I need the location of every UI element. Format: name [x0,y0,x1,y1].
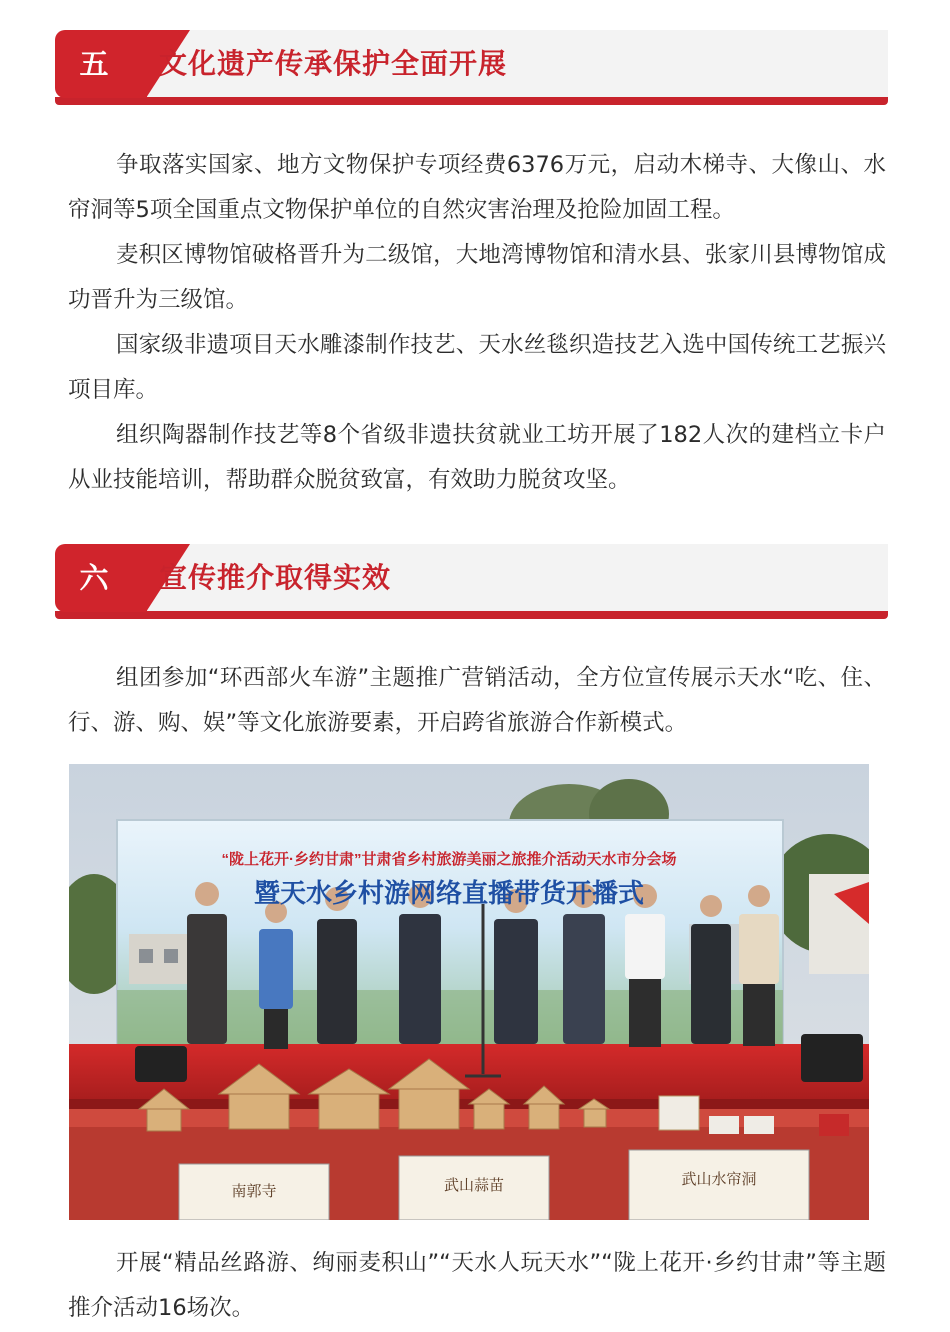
section-6-title: 宣传推介取得实效 [159,561,392,594]
section-6-paragraph-2: 开展“精品丝路游、绚丽麦积山”“天水人玩天水”“陇上花开·乡约甘肃”等主题推介活动16场次。 [68,1250,886,1321]
display-label-wushan-shuiliandong: 武山水帘洞 [681,1172,757,1188]
section-header-underline [55,611,888,619]
section-5-title: 文化遗产传承保护全面开展 [159,47,508,80]
display-label-wushan-suanmiao: 武山蒜苗 [443,1178,505,1194]
section-6-header [55,544,888,619]
section-5-paragraph-4: 组织陶器制作技艺等8个省级非遗扶贫就业工坊开展了182人次的建档立卡户从业技能培训，帮助群众脱贫致富，有效助力脱贫攻坚。 [68,422,886,493]
banner-line-1: “陇上花开·乡约甘肃”甘肃省乡村旅游美丽之旅推介活动天水市分会场 [221,851,677,868]
event-photo [69,764,869,1220]
section-6-number: 六 [79,561,109,595]
display-label-nanguo: 南郭寺 [231,1184,277,1200]
section-5-paragraph-3: 国家级非遗项目天水雕漆制作技艺、天水丝毯织造技艺入选中国传统工艺振兴项目库。 [68,332,886,403]
section-header-underline [55,97,888,105]
section-5-paragraph-1: 争取落实国家、地方文物保护专项经费6376万元，启动木梯寺、大像山、水帘洞等5项全国重点文物保护单位的自然灾害治理及抢险加固工程。 [68,152,886,223]
section-5-header [55,30,888,105]
section-5-paragraph-2: 麦积区博物馆破格晋升为二级馆，大地湾博物馆和清水县、张家川县博物馆成功晋升为三级馆。 [68,242,886,313]
section-6-paragraph-1: 组团参加“环西部火车游”主题推广营销活动，全方位宣传展示天水“吃、住、行、游、购、娱”等文化旅游要素，开启跨省旅游合作新模式。 [68,665,886,736]
section-5-number: 五 [79,47,109,81]
banner-line-2: 暨天水乡村游网络直播带货开播式 [253,878,645,908]
